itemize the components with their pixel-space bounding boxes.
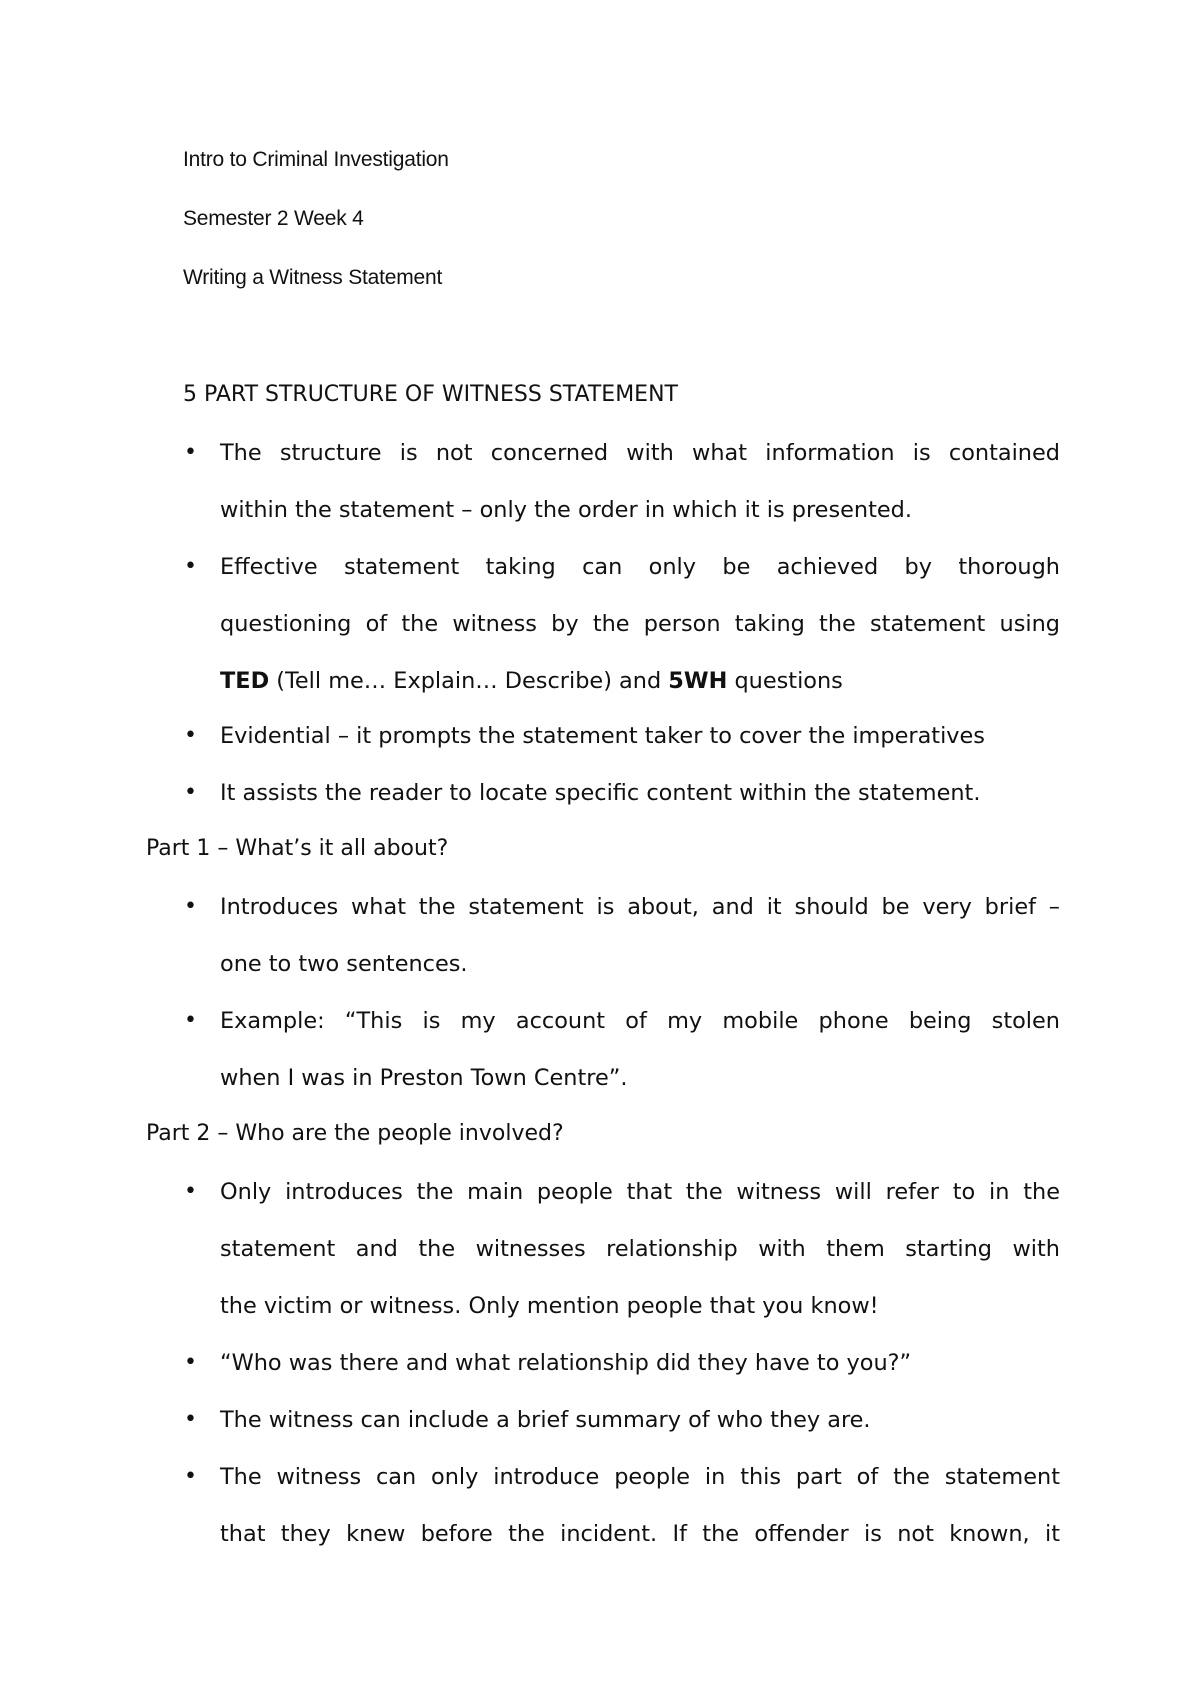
- text-line: that they knew before the incident. If the offender is not known, it: [220, 1521, 1060, 1547]
- text-line: Example: “This is my account of my mobile phone being stolen: [220, 1008, 1060, 1034]
- 5wh-acronym: 5WH: [668, 668, 728, 694]
- list-item: [220, 993, 1060, 1107]
- text-line: The witness can only introduce people in this part of the statement: [220, 1464, 1060, 1490]
- text-line: one to two sentences.: [220, 951, 468, 977]
- text-fragment: (Tell me… Explain… Describe) and: [269, 668, 669, 694]
- list-item: [220, 1164, 1060, 1335]
- part-1-heading: Part 1 – What’s it all about?: [146, 836, 449, 861]
- bullet-icon: •: [184, 554, 197, 579]
- bullet-icon: •: [184, 1179, 197, 1204]
- course-title: Intro to Criminal Investigation: [183, 148, 449, 171]
- list-item: “Who was there and what relationship did they have to you?”: [220, 1350, 912, 1376]
- list-item: [220, 1449, 1060, 1563]
- semester-week: Semester 2 Week 4: [183, 207, 364, 230]
- bullet-icon: •: [184, 780, 197, 805]
- list-item: It assists the reader to locate specific content within the statement.: [220, 780, 981, 806]
- bullet-icon: •: [184, 894, 197, 919]
- text-line: Effective statement taking can only be achieved by thorough: [220, 554, 1060, 580]
- text-line: questioning of the witness by the person taking the statement using: [220, 611, 1060, 637]
- list-item: [220, 539, 1060, 710]
- part-2-heading: Part 2 – Who are the people involved?: [146, 1121, 564, 1146]
- bullet-icon: •: [184, 1008, 197, 1033]
- list-item: [220, 879, 1060, 993]
- section-title: 5 PART STRUCTURE OF WITNESS STATEMENT: [183, 382, 678, 407]
- text-line: Only introduces the main people that the witness will refer to in the: [220, 1179, 1060, 1205]
- ted-acronym: TED: [220, 668, 270, 694]
- list-item: [220, 425, 1060, 539]
- list-item: Evidential – it prompts the statement taker to cover the imperatives: [220, 723, 985, 749]
- text-fragment: questions: [727, 668, 843, 694]
- bullet-icon: •: [184, 723, 197, 748]
- text-line: the victim or witness. Only mention people that you know!: [220, 1293, 879, 1319]
- text-line: statement and the witnesses relationship with them starting with: [220, 1236, 1060, 1262]
- text-line: when I was in Preston Town Centre”.: [220, 1065, 628, 1091]
- lesson-topic: Writing a Witness Statement: [183, 266, 443, 289]
- text-line: [220, 653, 1060, 710]
- bullet-icon: •: [184, 1407, 197, 1432]
- text-line: within the statement – only the order in which it is presented.: [220, 497, 912, 523]
- list-item: The witness can include a brief summary of who they are.: [220, 1407, 871, 1433]
- text-line: Introduces what the statement is about, and it should be very brief –: [220, 894, 1060, 920]
- bullet-icon: •: [184, 1464, 197, 1489]
- text-line: The structure is not concerned with what information is contained: [220, 440, 1060, 466]
- bullet-icon: •: [184, 1350, 197, 1375]
- bullet-icon: •: [184, 440, 197, 465]
